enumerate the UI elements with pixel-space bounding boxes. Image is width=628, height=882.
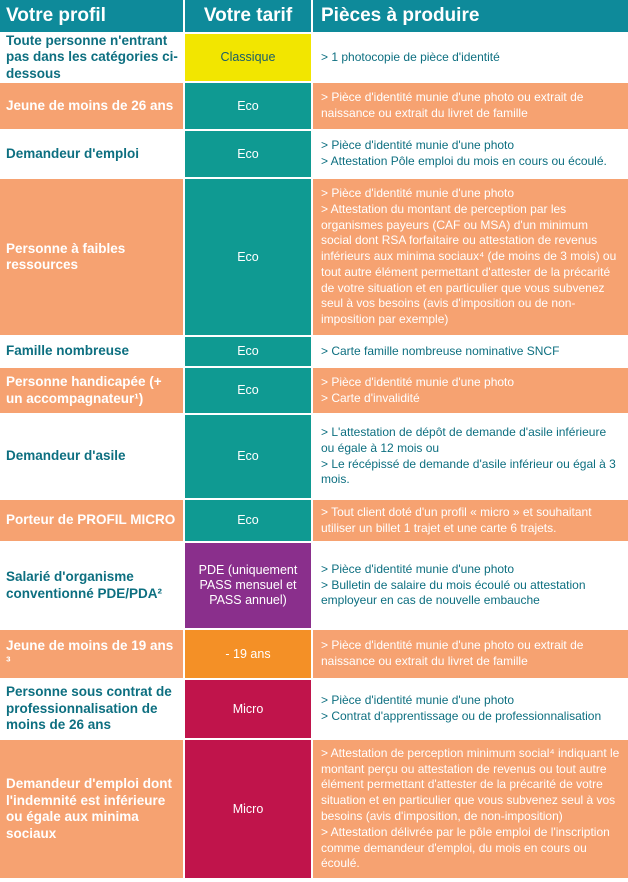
row-pieces <box>313 500 628 541</box>
row-tarif: Eco <box>183 500 313 541</box>
table-row <box>0 500 628 543</box>
row-profile: Personne sous contrat de professionnalisation de moins de 26 ans <box>6 684 172 733</box>
piece-item: > Pièce d'identité munie d'une photo <box>321 561 515 576</box>
piece-item: > Le récépissé de demande d'asile inférieur ou égal à 3 mois. <box>321 456 616 487</box>
row-tarif: Eco <box>183 83 313 129</box>
row-tarif: Eco <box>183 337 313 366</box>
piece-item: > Attestation Pôle emploi du mois en cours ou écoulé. <box>321 154 607 168</box>
row-profile: Porteur de PROFIL MICRO <box>6 512 176 528</box>
row-pieces <box>313 740 628 878</box>
row-tarif: - 19 ans <box>183 630 313 678</box>
piece-item: > Tout client doté d'un profil « micro » et souhaitant utiliser un billet 1 trajet et une carte 6 trajets. <box>321 504 592 535</box>
header-tarif: Votre tarif <box>183 0 313 32</box>
row-tarif: Classique <box>183 34 313 81</box>
row-tarif: Micro <box>183 680 313 738</box>
row-profile: Personne à faibles ressources <box>6 240 126 272</box>
piece-item: > 1 photocopie de pièce d'identité <box>321 49 500 64</box>
row-profile: Demandeur d'asile <box>6 448 126 464</box>
row-profile: Jeune de moins de 26 ans <box>6 97 174 113</box>
piece-item: > Attestation du montant de perception par les organismes payeurs (CAF ou MSA) d'un minimum social dont RSA forfaitaire ou attestation de revenus inférieurs aux minima sociaux⁴ (de moins de 3 mois) ou tout autre élément permettant d'attester de la précarité de votre situation et en particulier que vous subvenez seul à vos besoins (avis d'imposition ou de non-imposition par exemple) <box>321 201 617 327</box>
table-row <box>0 34 628 83</box>
row-tarif: Eco <box>183 415 313 498</box>
table-row <box>0 680 628 740</box>
row-pieces <box>313 630 628 678</box>
row-pieces <box>313 131 628 177</box>
table-row <box>0 131 628 179</box>
row-pieces <box>313 179 628 335</box>
row-tarif: Eco <box>183 368 313 413</box>
piece-item: > Pièce d'identité munie d'une photo <box>321 693 515 708</box>
piece-item: > Contrat d'apprentissage ou de professionnalisation <box>321 709 602 723</box>
row-pieces <box>313 83 628 129</box>
piece-item: > Attestation délivrée par le pôle emploi de l'inscription comme demandeur d'emploi, du mois en cours ou écoulé. <box>321 824 610 871</box>
header-profil: Votre profil <box>6 5 106 26</box>
piece-item: > Bulletin de salaire du mois écoulé ou attestation employeur en cas de nouvelle embauche <box>321 577 586 608</box>
row-profile: Jeune de moins de 19 ans ³ <box>6 637 174 669</box>
row-pieces <box>313 543 628 628</box>
table-row <box>0 543 628 630</box>
row-profile: Personne handicapée (+ un accompagnateur¹) <box>6 374 162 406</box>
row-profile: Toute personne n'entrant pas dans les catégories ci-dessous <box>6 32 178 81</box>
row-tarif: Eco <box>183 131 313 177</box>
row-pieces <box>313 415 628 498</box>
row-profile: Demandeur d'emploi <box>6 145 139 161</box>
table-row <box>0 415 628 500</box>
piece-item: > Pièce d'identité munie d'une photo <box>321 138 515 153</box>
row-pieces <box>313 34 628 81</box>
row-pieces <box>313 680 628 738</box>
piece-item: > Pièce d'identité munie d'une photo ou extrait de naissance ou extrait du livret de famille <box>321 90 584 120</box>
row-tarif: Micro <box>183 740 313 878</box>
table-row <box>0 740 628 880</box>
row-profile: Demandeur d'emploi dont l'indemnité est inférieure ou égale aux minima sociaux <box>6 776 172 841</box>
row-profile: Salarié d'organisme conventionné PDE/PDA² <box>6 569 163 601</box>
table-row <box>0 179 628 337</box>
piece-item: > Pièce d'identité munie d'une photo <box>321 185 515 200</box>
row-tarif: Eco <box>183 179 313 335</box>
piece-item: > L'attestation de dépôt de demande d'asile inférieure ou égale à 12 mois ou <box>321 424 607 455</box>
row-profile: Famille nombreuse <box>6 343 130 359</box>
table-row <box>0 368 628 415</box>
piece-item: > Carte famille nombreuse nominative SNCF <box>321 343 560 358</box>
piece-item: > Attestation de perception minimum social⁴ indiquant le montant perçu ou attestation de revenus ou tout autre élément permettant d'attester de la précarité de votre situation et en particulier que vous subvenez seul à vos besoins (avis d'imposition, de non-imposition) <box>321 745 620 823</box>
table-row <box>0 337 628 368</box>
table-row <box>0 83 628 131</box>
row-pieces <box>313 368 628 413</box>
piece-item: > Pièce d'identité munie d'une photo ou extrait de naissance ou extrait du livret de famille <box>321 638 584 668</box>
piece-item: > Pièce d'identité munie d'une photo <box>321 374 515 389</box>
row-tarif: PDE (uniquement PASS mensuel et PASS annuel) <box>183 543 313 628</box>
piece-item: > Carte d'invalidité <box>321 390 420 405</box>
row-pieces <box>313 337 628 366</box>
table-header <box>0 0 628 34</box>
table-row <box>0 630 628 680</box>
header-pieces: Pièces à produire <box>321 5 480 26</box>
